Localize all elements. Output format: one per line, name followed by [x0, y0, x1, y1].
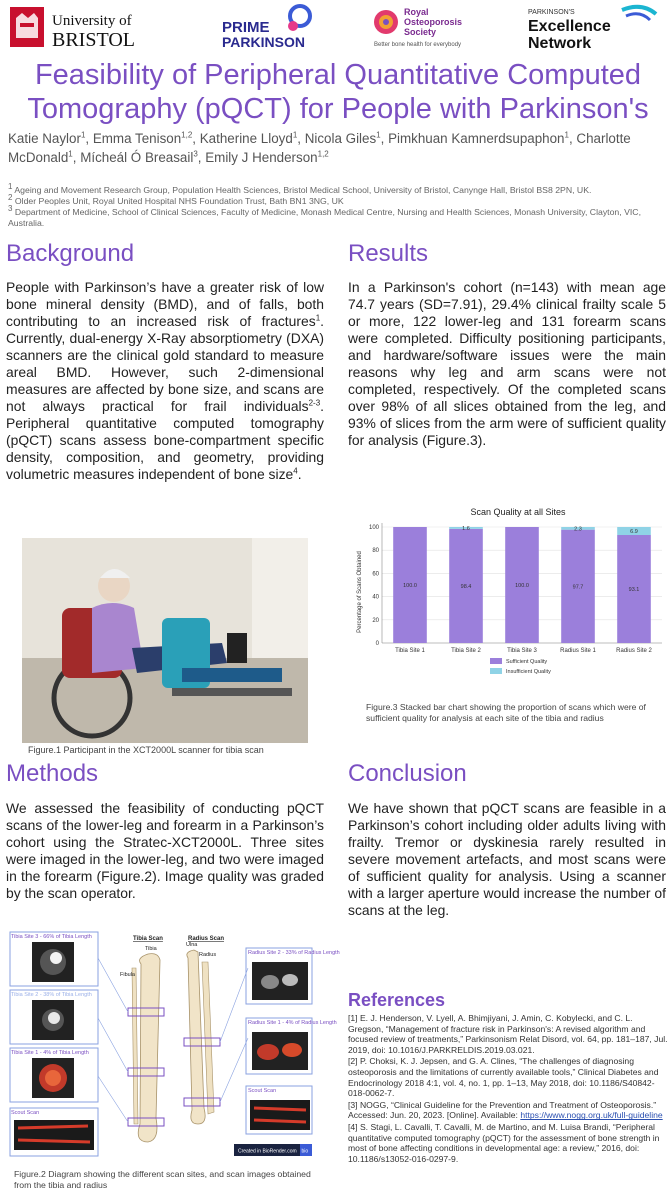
prime-logo-line1: PRIME — [222, 19, 270, 36]
chart-legend-swatch — [490, 658, 502, 664]
logo-bar — [0, 0, 669, 56]
chart-x-labels — [395, 648, 652, 654]
chart-y-tick-label: 40 — [372, 594, 379, 601]
royal-osteoporosis-society-logo — [372, 4, 482, 50]
figure1-caption: Figure.1 Participant in the XCT2000L scanner for tibia scan — [28, 745, 264, 755]
background-heading: Background — [6, 240, 135, 267]
author: Charlotte McDonald$^1$, — [8, 131, 631, 165]
figure3-caption: Figure.3 Stacked bar chart showing the proportion of scans which were of sufficient quality for analysis at each site of the tibia and radius — [366, 702, 646, 723]
radius-label: Radius — [199, 952, 217, 958]
chart-data-label: 1.6 — [462, 525, 470, 532]
chart-bars — [393, 526, 651, 643]
chart-x-tick-label: Tibia Site 1 — [395, 648, 425, 654]
chart-legend-label: Sufficient Quality — [506, 659, 548, 665]
ulna-label: Ulna — [186, 942, 198, 948]
chart-data-label: 100.0 — [403, 583, 417, 589]
chart-x-tick-label: Radius Site 1 — [560, 648, 596, 654]
prime-parkinson-logo — [220, 4, 320, 50]
references-heading: References — [348, 990, 446, 1010]
author: Emma Tenison$^{1,2}$, — [92, 130, 200, 146]
author: Emily J Henderson$^{1,2}$ — [205, 149, 329, 165]
chart-data-label: 98.4 — [460, 583, 472, 590]
chart-data-label: 93.1 — [628, 587, 640, 594]
pen-logo-line2: Excellence — [528, 18, 611, 35]
chart-y-tick-label: 0 — [375, 641, 379, 647]
affiliation: $^2$ Older Peoples Unit, Royal United Hospital NHS Foundation Trust, Bath BN1 3NG, UK — [8, 193, 344, 206]
author: Katherine Lloyd$^1$, — [199, 130, 305, 146]
chart-y-label: Percentage of Scans Obtained — [357, 551, 363, 633]
references-list — [348, 1013, 669, 1165]
prime-logo-line2: PARKINSON — [222, 34, 305, 50]
reference-item: [2] P. Choksi, K. J. Jepsen, and G. A. Clines, “The challenges of diagnosing osteoporosis and the limitations of currently available tools,” Clinical Diabetes and Endocrinology 2018 4:1, vol. 4, no. 1, pp. 1–13, May 2018, doi: 10.1186/S40842-018-0062-7. — [348, 1056, 659, 1099]
affiliation: $^1$ Ageing and Movement Research Group, Population Health Sciences, Bristol Medical School, University of Bristol, Canynge Hall, Bristol BS8 2PN, UK. — [8, 182, 592, 195]
pen-logo-line3: Network — [528, 35, 592, 52]
parkinsons-excellence-network-logo — [522, 4, 662, 50]
bristol-logo-line2: BRISTOL — [52, 29, 135, 51]
radius-site1-label: Radius Site 1 - 4% of Radius Length — [248, 1020, 337, 1026]
tibia-scan-heading: Tibia Scan — [133, 936, 163, 942]
biorender-bio-mark: bio — [301, 1148, 309, 1155]
poster-title: Feasibility of Peripheral Quantitative Computed Tomography (pQCT) for People with Parkinson's — [27, 59, 649, 125]
reference-item: [1] E. J. Henderson, V. Lyell, A. Bhimjiyani, J. Amin, C. Kobylecki, and C. L. Gregson, “Management of fracture risk in Parkinson's: A revised algorithm and focused review of treatments,” Parkinsonism Relat Disord, vol. 64, pp. 181–187, Jul. 2019, doi: 10.1016/J.PARKRELDIS.2019.03.021. — [348, 1013, 668, 1055]
chart-y-tick-label: 20 — [372, 617, 379, 624]
figure2-caption: Figure.2 Diagram showing the different scan sites, and scan images obtained from the tibia and radius — [14, 1169, 311, 1190]
chart-legend-label: Insufficient Quality — [506, 669, 551, 675]
chart-y-tick-label: 60 — [372, 571, 379, 578]
ros-logo-tagline: Better bone health for everybody — [374, 42, 462, 48]
affiliations — [8, 182, 663, 229]
background-text: People with Parkinson’s have a greater risk of low bone mineral density (BMD), and of falls, both contributing to an increased risk of fractures$^1$. Currently, dual-energy X-Ray absorptiometry (DXA) scanners are the clinical gold standard to measure areal BMD. However, such 2-dimensional measures are affected by bone size, and scans are not always practical for frail individuals$^{2-3}$. Peripheral quantitative computed tomography (pQCT) scans assess bone-compartment specific density, composition, and geometry, providing volumetric measures independent of bone size$^4$. — [6, 279, 324, 482]
affiliation: $^3$ Department of Medicine, School of Clinical Sciences, Faculty of Medicine, Monash Medical Centre, Nursing and Health Sciences, Monash University, Clayton, VIC, Australia. — [8, 204, 641, 228]
scout-scan-right-label: Scout Scan — [248, 1088, 277, 1094]
fibula-label: Fibula — [120, 972, 135, 978]
pen-logo-line1: PARKINSON'S — [528, 9, 575, 16]
tibia-site2-label: Tibia Site 2 - 38% of Tibia Length — [11, 992, 92, 998]
conclusion-heading: Conclusion — [348, 760, 467, 787]
tibia-site1-label: Tibia Site 1 - 4% of Tibia Length — [11, 1050, 89, 1056]
chart-x-tick-label: Radius Site 2 — [616, 648, 652, 654]
participant-scanner-photo — [22, 538, 308, 743]
reference-item: [3] NOGG, “Clinical Guideline for the Prevention and Treatment of Osteoporosis.” Accessed: Jun. 20, 2023. [Online]. Available: https://www.nogg.org.uk/full-guideline — [348, 1099, 663, 1121]
chart-legend — [490, 658, 551, 675]
chart-y-tick-label: 100 — [368, 525, 379, 531]
nogg-guideline-link[interactable]: https://www.nogg.org.uk/full-guideline — [520, 1110, 663, 1121]
results-text: In a Parkinson's cohort (n=143) with mean age 74.7 years (SD=7.91), 29.4% clinical frailty scale 5 or more, 122 lower-leg and 131 forearm scans were completed. Difficulty positioning participants, and hardware/software issues were the main reasons why leg and arm scans were not completed, respectively. Of the completed scans over 98% of all slices obtained from the leg, and 93% of slices from the arm were of sufficient quality for analysis (Figure.3). — [348, 279, 666, 448]
chart-x-tick-label: Tibia Site 3 — [507, 648, 537, 654]
chart-data-label: 2.3 — [574, 526, 582, 533]
biorender-credit: Created in BioRender.com — [238, 1148, 297, 1155]
tibia-site3-label: Tibia Site 3 - 66% of Tibia Length — [11, 934, 92, 940]
author: Pimkhuan Kamnerdsupaphon$^1$, — [388, 130, 577, 146]
chart-x-tick-label: Tibia Site 2 — [451, 648, 481, 654]
radius-site2-label: Radius Site 2 - 33% of Radius Length — [248, 950, 340, 956]
scan-quality-chart — [348, 497, 666, 693]
ros-logo-line2: Osteoporosis — [404, 17, 463, 27]
ros-logo-line3: Society — [404, 27, 437, 37]
chart-data-label: 100.0 — [515, 583, 529, 589]
chart-y-ticks — [369, 525, 380, 647]
methods-heading: Methods — [6, 760, 99, 787]
conclusion-text: We have shown that pQCT scans are feasible in a Parkinson’s cohort including older adults living with frailty. Tremor or dyskinesia rarely resulted in severe movement artefacts, and most scans were of sufficient quality for analysis. Using a scanner with a larger aperture would increase the number of scans at the leg. — [348, 800, 666, 918]
scout-scan-left-label: Scout Scan — [11, 1110, 40, 1116]
bristol-logo-line1: University of — [52, 13, 132, 29]
ros-logo-line1: Royal — [404, 7, 429, 17]
university-of-bristol-logo — [8, 4, 168, 50]
author: Mícheál Ó Breasail$^3$, — [80, 149, 206, 165]
chart-y-tick-label: 80 — [372, 548, 379, 555]
scan-sites-diagram — [8, 928, 340, 1160]
chart-title: Scan Quality at all Sites — [470, 507, 566, 517]
chart-data-label: 6.9 — [630, 529, 638, 536]
chart-legend-swatch — [490, 668, 502, 674]
radius-scan-heading: Radius Scan — [188, 936, 225, 942]
author: Nicola Giles$^1$, — [304, 130, 389, 146]
author-list — [8, 129, 663, 167]
chart-data-label: 97.7 — [572, 584, 584, 591]
reference-item: [4] S. Stagi, L. Cavalli, T. Cavalli, M. de Martino, and M. Luisa Brandi, “Peripheral quantitative computed tomography (pQCT) for the assessment of bone strength in most of bone affecting conditions in developmental age: a review,” 2016, doi: 10.1186/s13052-016-0297-9. — [348, 1121, 660, 1164]
author: Katie Naylor$^1$, — [8, 130, 93, 146]
results-heading: Results — [348, 240, 429, 267]
methods-text: We assessed the feasibility of conducting pQCT scans of the lower-leg and forearm in a Parkinson’s cohort using the Stratec-XCT2000L. Three sites were imaged in the lower-leg, and two were imaged in the forearm (Figure.2). Image quality was graded by the scan operator. — [6, 800, 324, 901]
tibia-label: Tibia — [145, 946, 157, 952]
